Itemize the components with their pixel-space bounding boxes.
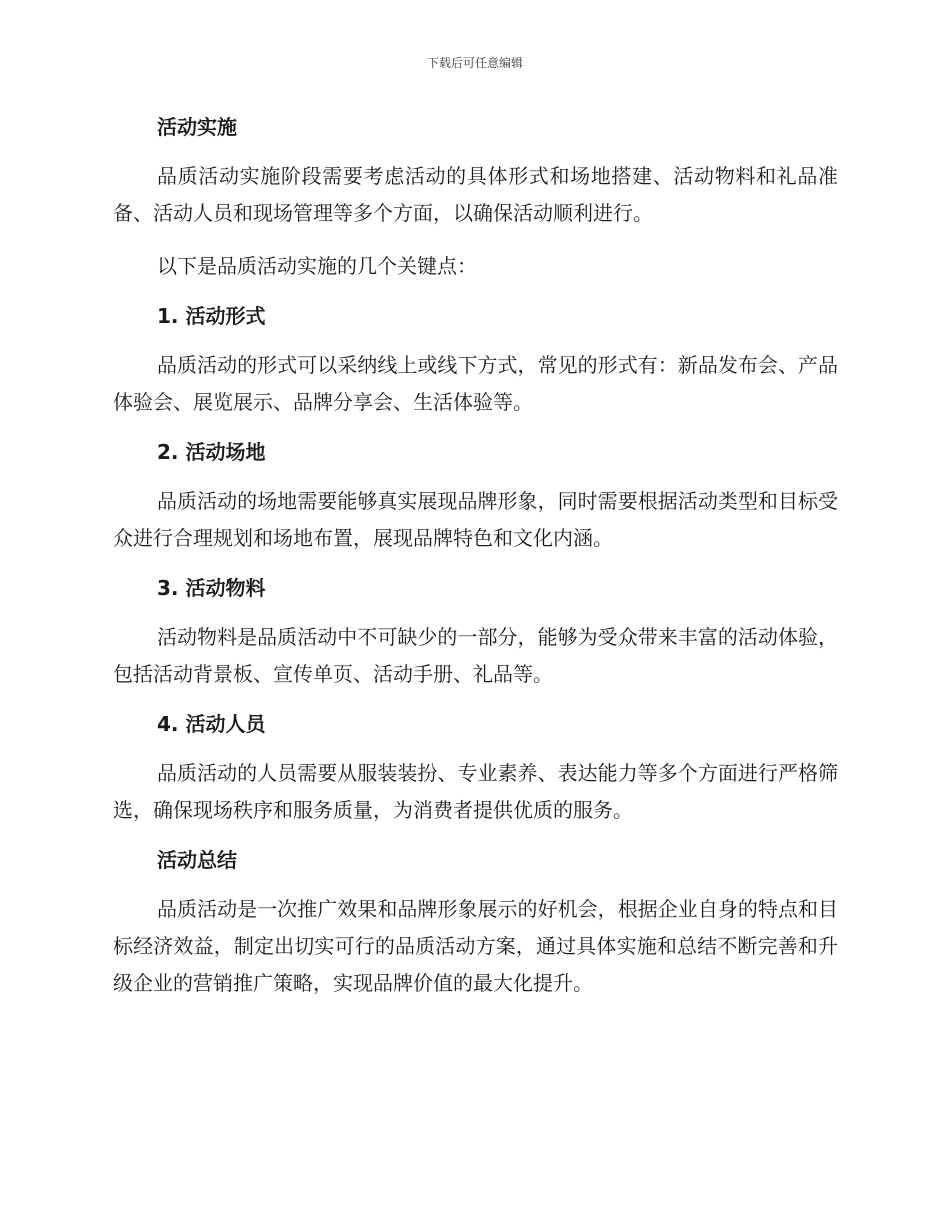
paragraph-key-points-intro: 以下是品质活动实施的几个关键点：	[157, 254, 477, 278]
paragraph-activity-staff: 品质活动的人员需要从服装装扮、专业素养、表达能力等多个方面进行严格筛选，确保现场秩序和服务质量，为消费者提供优质的服务。	[113, 761, 838, 822]
section-heading-summary: 活动总结	[157, 848, 237, 872]
paragraph-summary: 品质活动是一次推广效果和品牌形象展示的好机会，根据企业自身的特点和目标经济效益，制定出切实可行的品质活动方案，通过具体实施和总结不断完善和升级企业的营销推广策略，实现品牌价值的最大化提升。	[113, 897, 838, 995]
document-body	[113, 110, 838, 1002]
header-note: 下载后可任意编辑	[426, 56, 523, 70]
paragraph-implementation-intro: 品质活动实施阶段需要考虑活动的具体形式和场地搭建、活动物料和礼品准备、活动人员和现场管理等多个方面，以确保活动顺利进行。	[113, 164, 838, 225]
subheading-activity-materials: 3. 活动物料	[157, 576, 266, 600]
subheading-activity-venue: 2. 活动场地	[157, 440, 266, 464]
paragraph-activity-form: 品质活动的形式可以采纳线上或线下方式，常见的形式有：新品发布会、产品体验会、展览展示、品牌分享会、生活体验等。	[113, 353, 838, 414]
paragraph-activity-venue: 品质活动的场地需要能够真实展现品牌形象，同时需要根据活动类型和目标受众进行合理规划和场地布置，展现品牌特色和文化内涵。	[113, 489, 838, 550]
section-heading-implementation: 活动实施	[157, 115, 237, 139]
subheading-activity-staff: 4. 活动人员	[157, 712, 266, 736]
subheading-activity-form: 1. 活动形式	[157, 304, 266, 328]
paragraph-activity-materials: 活动物料是品质活动中不可缺少的一部分，能够为受众带来丰富的活动体验，包括活动背景板、宣传单页、活动手册、礼品等。	[113, 625, 838, 686]
